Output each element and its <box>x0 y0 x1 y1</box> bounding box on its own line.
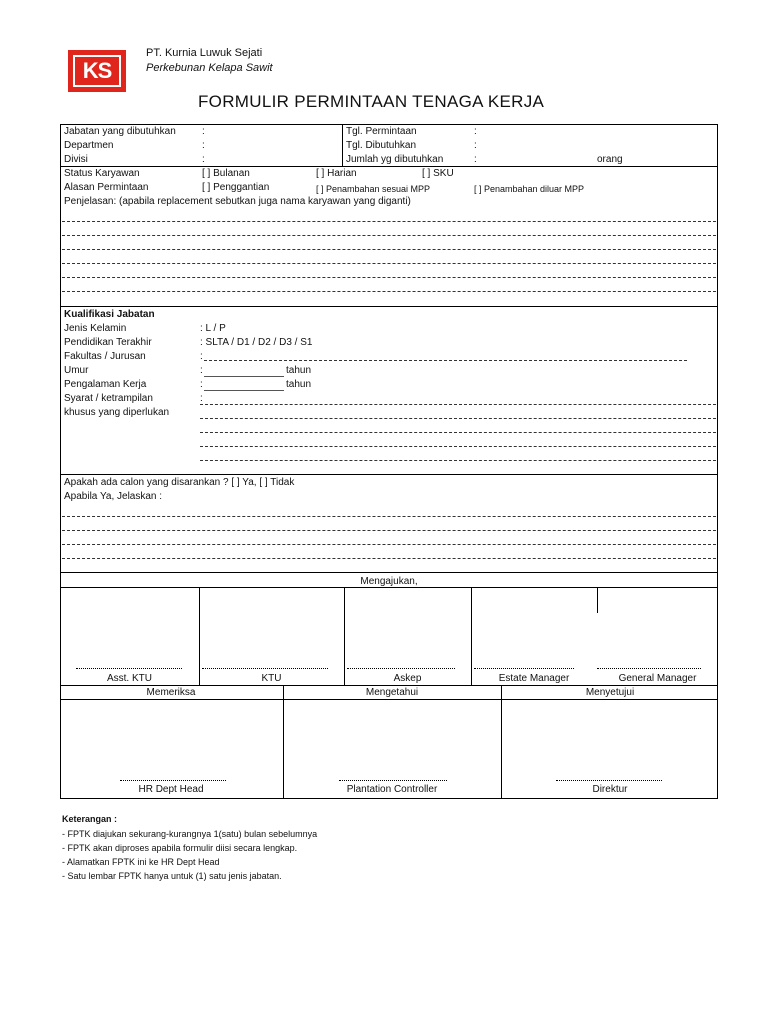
mengajukan-title: Mengajukan, <box>360 576 418 587</box>
form-title: FORMULIR PERMINTAAN TENAGA KERJA <box>198 92 545 111</box>
checkbox-harian[interactable]: [ ] Harian <box>316 168 357 179</box>
fill-line[interactable] <box>200 446 716 447</box>
checkbox-penggantian[interactable]: [ ] Penggantian <box>202 182 270 193</box>
fill-line[interactable] <box>62 235 716 236</box>
colon: : <box>200 351 203 362</box>
label-jelaskan: Apabila Ya, Jelaskan : <box>64 491 163 502</box>
fill-line[interactable] <box>62 558 716 559</box>
keterangan-item: - FPTK akan diproses apabila formulir diisi secara lengkap. <box>62 843 298 853</box>
fill-line[interactable] <box>204 360 687 361</box>
colon: : <box>474 140 477 151</box>
checkbox-penambahan-diluar[interactable]: [ ] Penambahan diluar MPP <box>474 184 585 194</box>
signer-direktur: Direktur <box>592 784 628 795</box>
keterangan-item: - FPTK diajukan sekurang-kurangnya 1(satu) bulan sebelumnya <box>62 829 318 839</box>
signer-askep: Askep <box>393 673 422 684</box>
signature-line[interactable] <box>474 668 574 669</box>
fill-line[interactable] <box>62 221 716 222</box>
signer-ktu: KTU <box>261 673 282 684</box>
header-memeriksa: Memeriksa <box>146 687 196 698</box>
signature-line[interactable] <box>339 780 447 781</box>
label-tgl-dibutuhkan: Tgl. Dibutuhkan <box>346 140 417 151</box>
signature-line[interactable] <box>120 780 226 781</box>
signature-line[interactable] <box>597 668 701 669</box>
signature-line[interactable] <box>347 668 455 669</box>
colon: : <box>200 365 203 376</box>
checkbox-penambahan-mpp[interactable]: [ ] Penambahan sesuai MPP <box>316 184 431 194</box>
colon: : <box>474 154 477 165</box>
fill-line[interactable] <box>200 460 716 461</box>
label-jenis-kelamin: Jenis Kelamin <box>64 323 127 334</box>
label-pengalaman: Pengalaman Kerja <box>64 379 147 390</box>
value-jenis-kelamin[interactable]: : L / P <box>200 323 226 334</box>
label-tahun: tahun <box>286 379 312 390</box>
label-calon-question: Apakah ada calon yang disarankan ? [ ] Ya, [ ] Tidak <box>64 477 295 488</box>
keterangan-title: Keterangan : <box>62 814 118 824</box>
fill-line[interactable] <box>204 376 284 377</box>
label-orang: orang <box>597 154 623 165</box>
checkbox-sku[interactable]: [ ] SKU <box>422 168 454 179</box>
kualifikasi-heading: Kualifikasi Jabatan <box>64 309 155 320</box>
signature-line[interactable] <box>76 668 182 669</box>
colon: : <box>202 126 205 137</box>
fill-line[interactable] <box>200 432 716 433</box>
label-umur: Umur <box>64 365 89 376</box>
keterangan-item: - Alamatkan FPTK ini ke HR Dept Head <box>62 857 220 867</box>
colon: : <box>200 379 203 390</box>
fill-line[interactable] <box>62 516 716 517</box>
signature-line[interactable] <box>556 780 662 781</box>
label-divisi: Divisi <box>64 154 88 165</box>
label-fakultas: Fakultas / Jurusan <box>64 351 146 362</box>
value-pendidikan[interactable]: : SLTA / D1 / D2 / D3 / S1 <box>200 337 313 348</box>
fill-line[interactable] <box>62 291 716 292</box>
colon: : <box>200 393 203 404</box>
header-menyetujui: Menyetujui <box>585 687 635 698</box>
company-division: Perkebunan Kelapa Sawit <box>146 62 273 74</box>
label-status-karyawan: Status Karyawan <box>64 168 140 179</box>
header-mengetahui: Mengetahui <box>365 687 419 698</box>
colon: : <box>474 126 477 137</box>
signer-plantation-controller: Plantation Controller <box>346 784 438 795</box>
keterangan-item: - Satu lembar FPTK hanya untuk (1) satu jenis jabatan. <box>62 871 282 881</box>
signer-general-manager: General Manager <box>618 673 697 684</box>
label-syarat: Syarat / ketrampilan <box>64 393 153 404</box>
signature-line[interactable] <box>202 668 328 669</box>
label-alasan: Alasan Permintaan <box>64 182 149 193</box>
label-jabatan: Jabatan yang dibutuhkan <box>64 126 176 137</box>
signer-asst-ktu: Asst. KTU <box>106 673 152 684</box>
label-tahun: tahun <box>286 365 312 376</box>
colon: : <box>202 140 205 151</box>
label-jumlah: Jumlah yg dibutuhkan <box>346 154 444 165</box>
colon: : <box>202 154 205 165</box>
label-pendidikan: Pendidikan Terakhir <box>64 337 152 348</box>
fill-line[interactable] <box>62 544 716 545</box>
fill-line[interactable] <box>200 404 716 405</box>
fill-line[interactable] <box>62 249 716 250</box>
signer-estate-manager: Estate Manager <box>498 673 570 684</box>
label-khusus: khusus yang diperlukan <box>64 407 170 418</box>
fill-line[interactable] <box>62 263 716 264</box>
company-logo <box>68 50 126 92</box>
fill-line[interactable] <box>62 277 716 278</box>
logo-text: KS <box>82 58 112 83</box>
checkbox-bulanan[interactable]: [ ] Bulanan <box>202 168 250 179</box>
company-name: PT. Kurnia Luwuk Sejati <box>146 47 263 59</box>
fill-line[interactable] <box>62 530 716 531</box>
signer-hr-dept-head: HR Dept Head <box>138 784 204 795</box>
fill-line[interactable] <box>204 390 284 391</box>
label-tgl-permintaan: Tgl. Permintaan <box>346 126 417 137</box>
fill-line[interactable] <box>200 418 716 419</box>
label-penjelasan: Penjelasan: (apabila replacement sebutkan juga nama karyawan yang diganti) <box>64 196 411 207</box>
label-departmen: Departmen <box>64 140 114 151</box>
